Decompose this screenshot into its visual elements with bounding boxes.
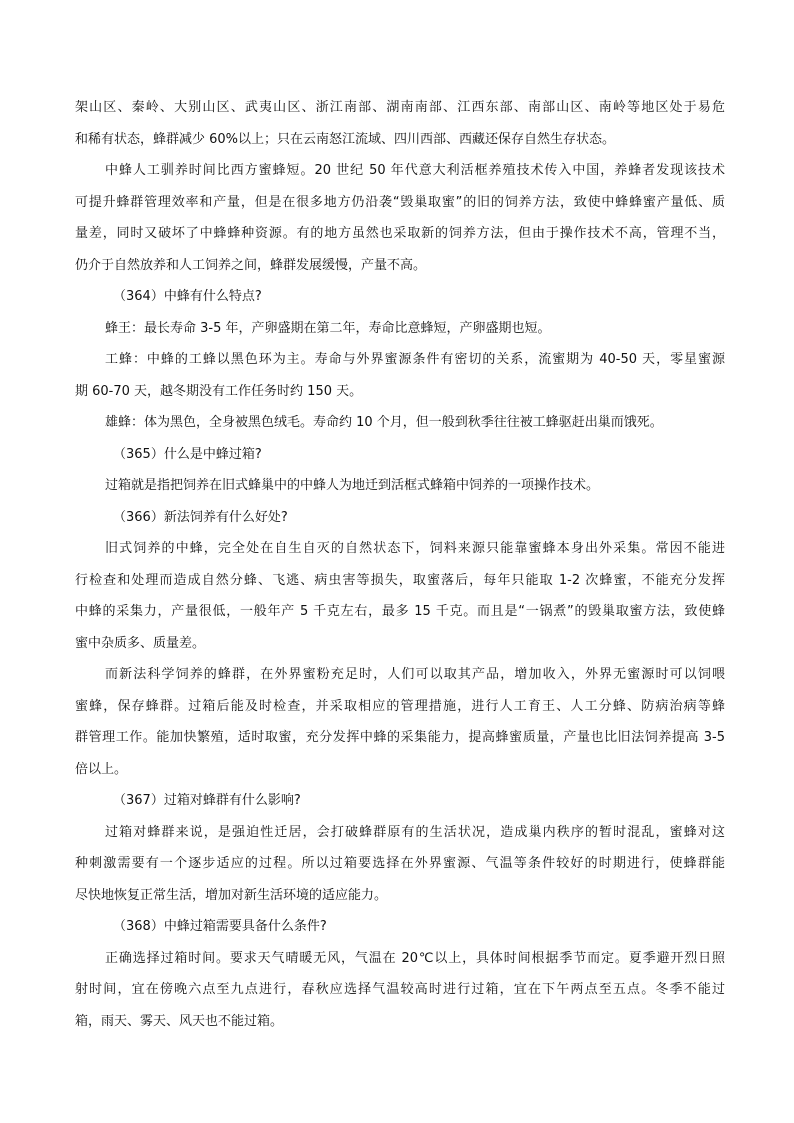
text-line: 中蜂的采集力，产量很低，一般年产 5 千克左右，最多 15 千克。而且是“一锅煮”的毁巢取蜜方法，致使蜂	[75, 604, 725, 619]
text-line: 期 60-70 天，越冬期没有工作任务时约 150 天。	[75, 383, 363, 399]
paragraph	[75, 533, 725, 659]
paragraph	[75, 470, 725, 502]
text-line: 仍介于自然放养和人工饲养之间，蜂群发展缓慢，产量不高。	[75, 257, 427, 273]
text-line: 射时间，宜在傍晚六点至九点进行，春秋应选择气温较高时进行过箱，宜在下午两点至五点。冬季不能过	[75, 982, 725, 997]
text-line: （364）中蜂有什么特点?	[113, 289, 262, 304]
paragraph	[75, 344, 725, 407]
text-line: 和稀有状态，蜂群减少 60%以上；只在云南怒江流域、四川西部、西藏还保存自然生存状态。	[75, 131, 616, 147]
paragraph	[75, 313, 725, 345]
text-line: 倍以上。	[75, 761, 128, 777]
text-line: 而新法科学饲养的蜂群，在外界蜜粉充足时，人们可以取其产品，增加收入，外界无蜜源时可以饲喂	[105, 667, 725, 682]
text-line: 量差，同时又破坏了中蜂蜂种资源。有的地方虽然也采取新的饲养方法，但由于操作技术不高，管理不当，	[75, 226, 725, 241]
text-line: 行检查和处理而造成自然分蜂、飞逃、病虫害等损失，取蜜落后，每年只能取 1-2 次蜂蜜，不能充分发挥	[75, 572, 725, 588]
text-line: 箱，雨天、雾天、风天也不能过箱。	[75, 1013, 284, 1029]
text-line: 尽快地恢复正常生活，增加对新生活环境的适应能力。	[75, 887, 388, 903]
text-line: （367）过箱对蜂群有什么影响?	[113, 793, 301, 808]
text-line: （366）新法饲养有什么好处?	[113, 509, 288, 525]
paragraph	[75, 817, 725, 912]
text-line: 过箱就是指把饲养在旧式蜂巢中的中蜂人为地迁到活框式蜂箱中饲养的一项操作技术。	[105, 478, 600, 493]
text-line: 过箱对蜂群来说，是强迫性迁居，会打破蜂群原有的生活状况，造成巢内秩序的暂时混乱，蜜蜂对这	[105, 824, 725, 840]
paragraph	[75, 155, 725, 281]
text-line: 正确选择过箱时间。要求天气晴暖无风，气温在 20℃以上，具体时间根据季节而定。夏季避开烈日照	[105, 950, 725, 966]
text-line: 旧式饲养的中蜂，完全处在自生自灭的自然状态下，饲料来源只能靠蜜蜂本身出外采集。常因不能进	[105, 541, 725, 556]
text-line: 种刺激需要有一个逐步适应的过程。所以过箱要选择在外界蜜源、气温等条件较好的时期进行，使蜂群能	[75, 856, 725, 871]
text-line: （368）中蜂过箱需要具备什么条件?	[113, 919, 327, 934]
paragraph	[75, 659, 725, 785]
question-heading	[75, 439, 725, 471]
question-heading	[75, 281, 725, 313]
paragraph	[75, 943, 725, 1038]
text-line: 蜂王：最长寿命 3-5 年，产卵盛期在第二年，寿命比意蜂短，产卵盛期也短。	[105, 320, 551, 336]
text-line: 蜜蜂，保存蜂群。过箱后能及时检查，并采取相应的管理措施，进行人工育王、人工分蜂、防病治病等蜂	[75, 698, 725, 714]
text-line: 中蜂人工驯养时间比西方蜜蜂短。20 世纪 50 年代意大利活框养殖技术传入中国，养蜂者发现该技术	[105, 163, 725, 178]
question-heading	[75, 785, 725, 817]
text-line: 工蜂：中蜂的工蜂以黑色环为主。寿命与外界蜜源条件有密切的关系，流蜜期为 40-50 天，零星蜜源	[105, 352, 725, 367]
paragraph	[75, 407, 725, 439]
document-body	[75, 92, 725, 1037]
question-heading	[75, 502, 725, 534]
text-line: （365）什么是中蜂过箱?	[113, 446, 262, 462]
text-line: 雄蜂：体为黑色，全身被黑色绒毛。寿命约 10 个月，但一般到秋季往往被工蜂驱赶出巢而饿死。	[105, 415, 663, 430]
text-line: 可提升蜂群管理效率和产量，但是在很多地方仍沿袭“毁巢取蜜”的旧的饲养方法，致使中蜂蜂蜜产量低、质	[75, 194, 725, 210]
text-line: 架山区、秦岭、大别山区、武夷山区、浙江南部、湖南南部、江西东部、南部山区、南岭等地区处于易危	[75, 100, 725, 115]
text-line: 群管理工作。能加快繁殖，适时取蜜，充分发挥中蜂的采集能力，提高蜂蜜质量，产量也比旧法饲养提高 3-5	[75, 730, 725, 745]
text-line: 蜜中杂质多、质量差。	[75, 635, 206, 651]
paragraph	[75, 92, 725, 155]
question-heading	[75, 911, 725, 943]
